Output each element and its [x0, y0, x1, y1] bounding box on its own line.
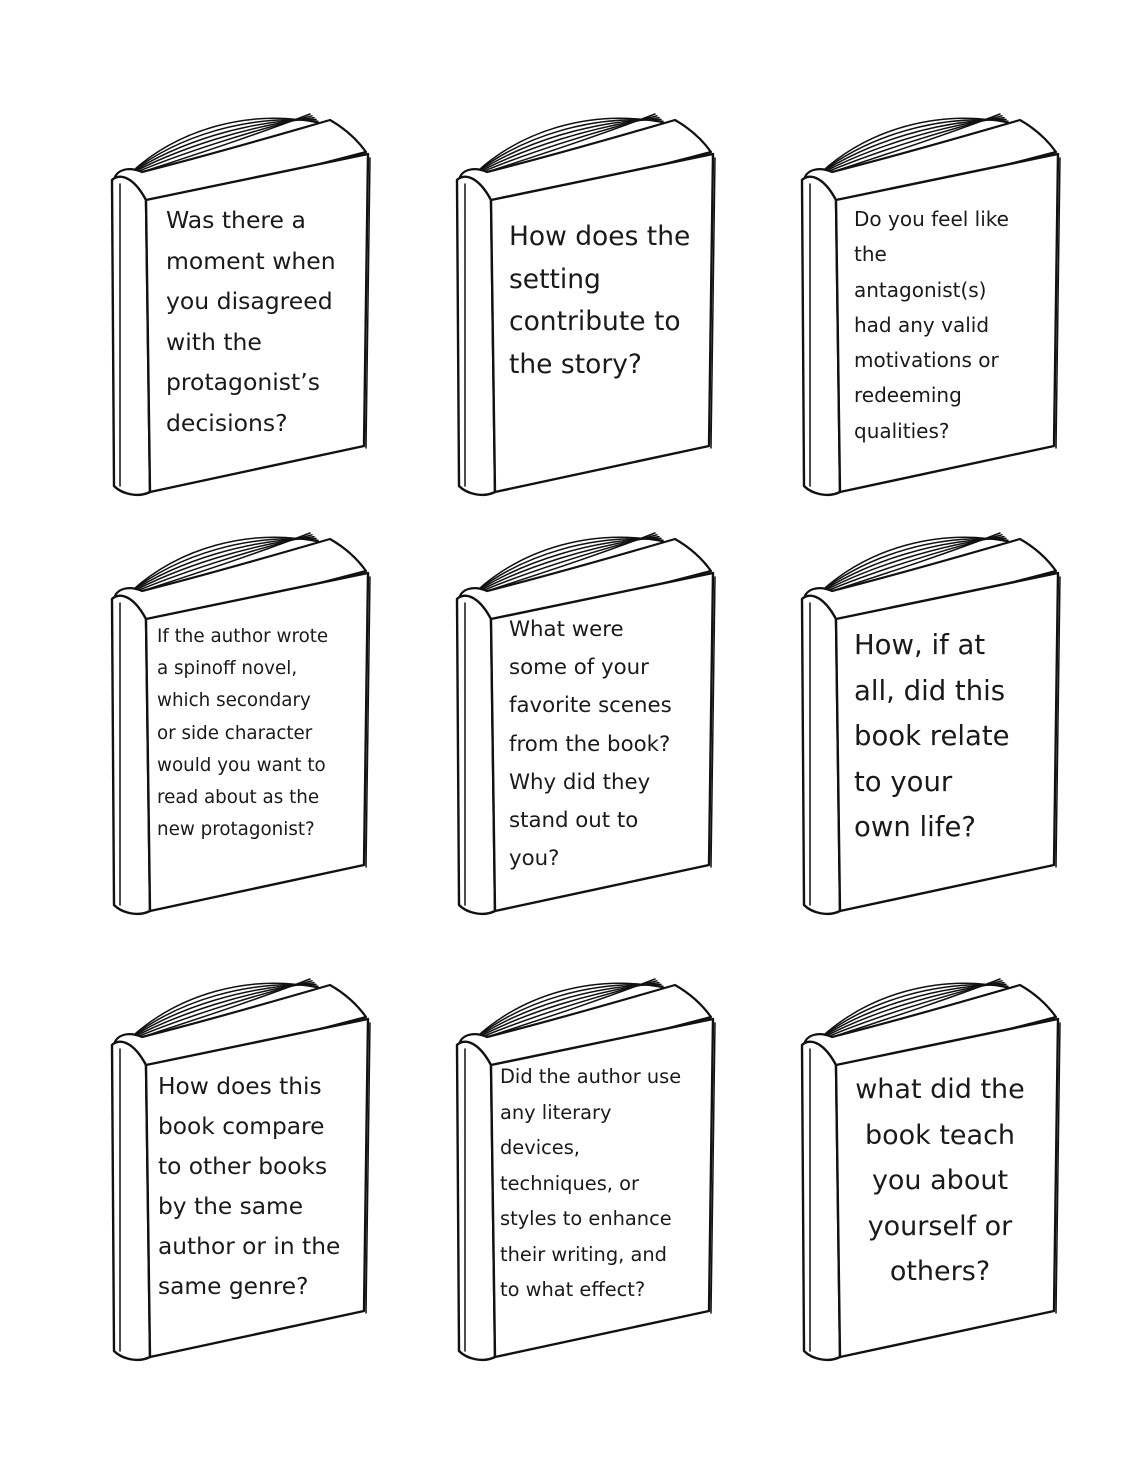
question-card-5 — [453, 527, 723, 927]
spine — [112, 1042, 150, 1360]
question-text: Was there a moment when you disagreed with the protagonist’s decisions? — [166, 206, 336, 437]
question-text: Do you feel like the antagonist(s) had any valid motivations or redeeming qualities? — [854, 207, 1009, 443]
question-card-9 — [798, 973, 1068, 1373]
spine — [802, 177, 840, 495]
question-text: If the author wrote a spinoff novel, which secondary or side character would you want to read about as the new protagonist? — [157, 626, 329, 841]
question-text: How, if at all, did this book relate to your own life? — [854, 629, 1010, 844]
question-card-4 — [108, 527, 378, 927]
question-card-2 — [453, 108, 723, 508]
question-text: what did the book teach you about yourself or others? — [855, 1074, 1025, 1288]
question-card-8 — [453, 973, 723, 1373]
question-text: How does the setting contribute to the story? — [509, 221, 691, 380]
question-text: Did the author use any literary devices, techniques, or styles to enhance their writing, and to what effect? — [500, 1065, 682, 1301]
spine — [802, 596, 840, 914]
spine — [802, 1042, 840, 1360]
spine — [457, 177, 495, 495]
question-text: How does this book compare to other books by the same author or in the same genre? — [158, 1073, 341, 1300]
spine — [112, 596, 150, 914]
question-card-7 — [108, 973, 378, 1373]
question-card-6 — [798, 527, 1068, 927]
spine — [457, 1042, 495, 1360]
question-text: What were some of your favorite scenes from the book? Why did they stand out to you? — [509, 617, 672, 872]
question-card-1 — [108, 108, 378, 508]
spine — [112, 177, 150, 495]
question-card-3 — [798, 108, 1068, 508]
spine — [457, 596, 495, 914]
